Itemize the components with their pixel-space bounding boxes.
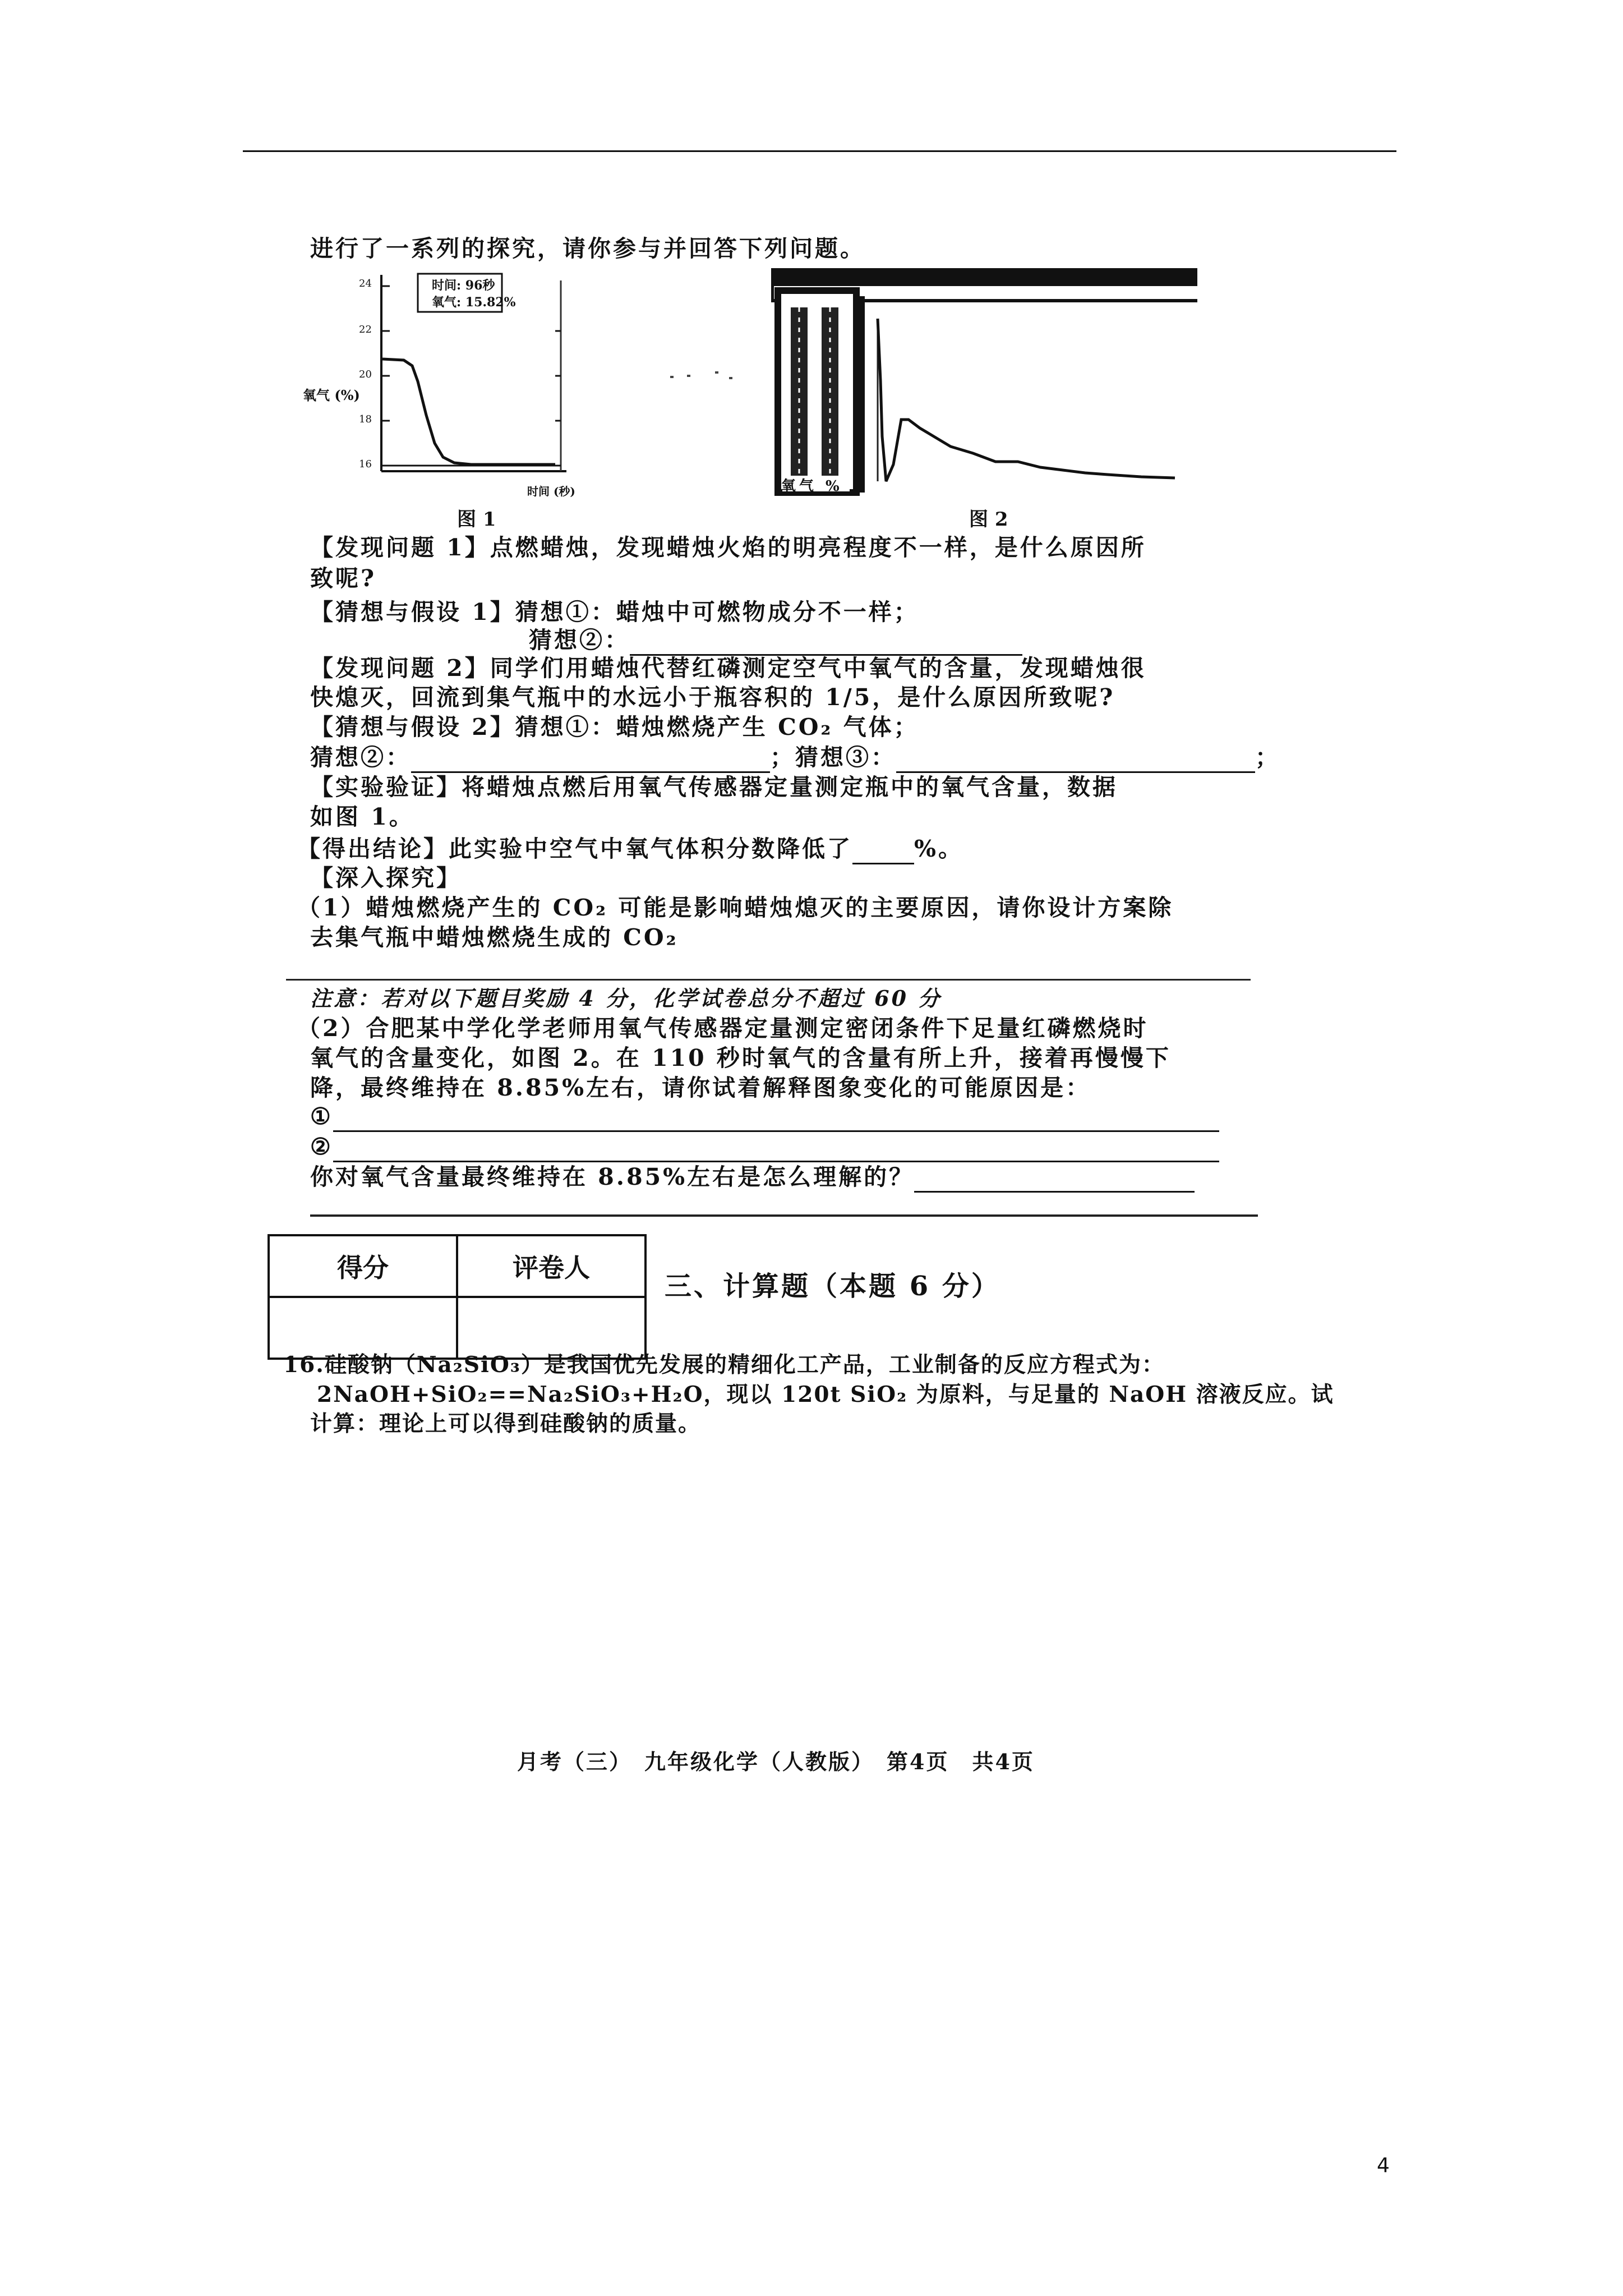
q16-line-2: 2NaOH+SiO₂==Na₂SiO₃+H₂O，现以 120t SiO₂ 为原料，与足量的 NaOH 溶液反应。试	[317, 1382, 1334, 1407]
hypothesis-1-guess-2: 猜想②：	[529, 624, 1022, 656]
bonus-note: 注意：若对以下题目奖励 4 分，化学试卷总分不超过 60 分	[310, 986, 942, 1011]
figure-1-legend-time: 时间: 96秒	[432, 278, 495, 293]
figure-2-plot	[771, 268, 1197, 504]
figure-1-ytick: 16	[359, 458, 372, 470]
item-2-question: 你对氧气含量最终维持在 8.85%左右是怎么理解的？	[310, 1161, 1195, 1193]
figure-1-ytick: 24	[359, 278, 372, 289]
hypothesis-2-guesses: 猜想②： ；猜想③： ；	[310, 742, 1280, 773]
explore-item-1: （1）蜡烛燃烧产生的 CO₂ 可能是影响蜡烛熄灭的主要原因，请你设计方案除	[297, 894, 1174, 921]
problem-1-cont: 致呢?	[310, 565, 377, 592]
figure-2	[771, 268, 1197, 504]
figure-1-xlabel: 时间 (秒)	[527, 485, 575, 498]
answer-blank[interactable]	[914, 1168, 1195, 1193]
q16-line-3: 计算：理论上可以得到硅酸钠的质量。	[310, 1411, 702, 1437]
score-table	[268, 1234, 647, 1360]
answer-blank[interactable]	[333, 1108, 1219, 1132]
answer-line-3[interactable]	[310, 1214, 1258, 1217]
problem-1: 【发现问题 1】点燃蜡烛，发现蜡烛火焰的明亮程度不一样，是什么原因所	[310, 534, 1146, 561]
figure-1-legend-value: 氧气: 15.82%	[432, 295, 516, 310]
page-footer: 月考（三） 九年级化学（人教版） 第4页 共4页	[517, 1749, 1035, 1774]
explore-title: 【深入探究】	[310, 864, 462, 891]
figure-2-caption: 图 2	[969, 508, 1008, 531]
figure-1-caption: 图 1	[457, 508, 496, 531]
item-2-line-1: （2）合肥某中学化学老师用氧气传感器定量测定密闭条件下足量红磷燃烧时	[297, 1015, 1149, 1042]
figure-1-ytick: 18	[359, 413, 372, 425]
answer-blank[interactable]	[333, 1138, 1219, 1162]
header-rule	[243, 150, 1396, 152]
verification-cont: 如图 1。	[310, 803, 414, 830]
figure-1	[292, 269, 583, 505]
grader-header: 评卷人	[457, 1235, 645, 1297]
q16-line-1: 16.硅酸钠（Na₂SiO₃）是我国优先发展的精细化工产品，工业制备的反应方程式为：	[283, 1352, 1165, 1378]
scan-speck	[670, 376, 674, 378]
conclusion: 【得出结论】此实验中空气中氧气体积分数降低了 %。	[297, 833, 963, 864]
section-separator	[286, 979, 1251, 981]
verification: 【实验验证】将蜡烛点燃后用氧气传感器定量测定瓶中的氧气含量，数据	[310, 774, 1118, 800]
scan-speck	[687, 375, 690, 377]
answer-blank[interactable]	[852, 840, 914, 864]
problem-2: 【发现问题 2】同学们用蜡烛代替红磷测定空气中氧气的含量，发现蜡烛很	[310, 655, 1146, 682]
scan-speck	[715, 371, 718, 374]
answer-line-2: ②	[310, 1131, 1219, 1162]
intro-text: 进行了一系列的探究，请你参与并回答下列问题。	[310, 235, 865, 262]
hypothesis-1: 【猜想与假设 1】猜想①：蜡烛中可燃物成分不一样；	[310, 599, 919, 625]
item-2-line-2: 氧气的含量变化，如图 2。在 110 秒时氧气的含量有所上升，接着再慢慢下	[310, 1045, 1171, 1071]
section-3-title: 三、计算题（本题 6 分）	[665, 1271, 1000, 1302]
answer-blank[interactable]	[411, 749, 770, 773]
item-2-line-3: 降，最终维持在 8.85%左右，请你试着解释图象变化的可能原因是：	[310, 1074, 1091, 1101]
score-header: 得分	[269, 1235, 457, 1297]
hypothesis-2: 【猜想与假设 2】猜想①：蜡烛燃烧产生 CO₂ 气体；	[310, 714, 919, 740]
answer-blank[interactable]	[896, 749, 1255, 773]
problem-2-cont: 快熄灭，回流到集气瓶中的水远小于瓶容积的 1/5，是什么原因所致呢?	[310, 684, 1115, 711]
page-number: 4	[1377, 2154, 1390, 2177]
figure-2-panel-label: 氧气 %	[781, 478, 843, 495]
figure-1-ytick: 20	[359, 369, 372, 380]
figure-1-ytick: 22	[359, 324, 372, 335]
answer-line-1: ①	[310, 1101, 1219, 1132]
explore-item-1-cont: 去集气瓶中蜡烛燃烧生成的 CO₂	[310, 924, 679, 951]
scan-speck	[729, 377, 732, 379]
figure-1-ylabel: 氧气 (%)	[303, 387, 360, 403]
